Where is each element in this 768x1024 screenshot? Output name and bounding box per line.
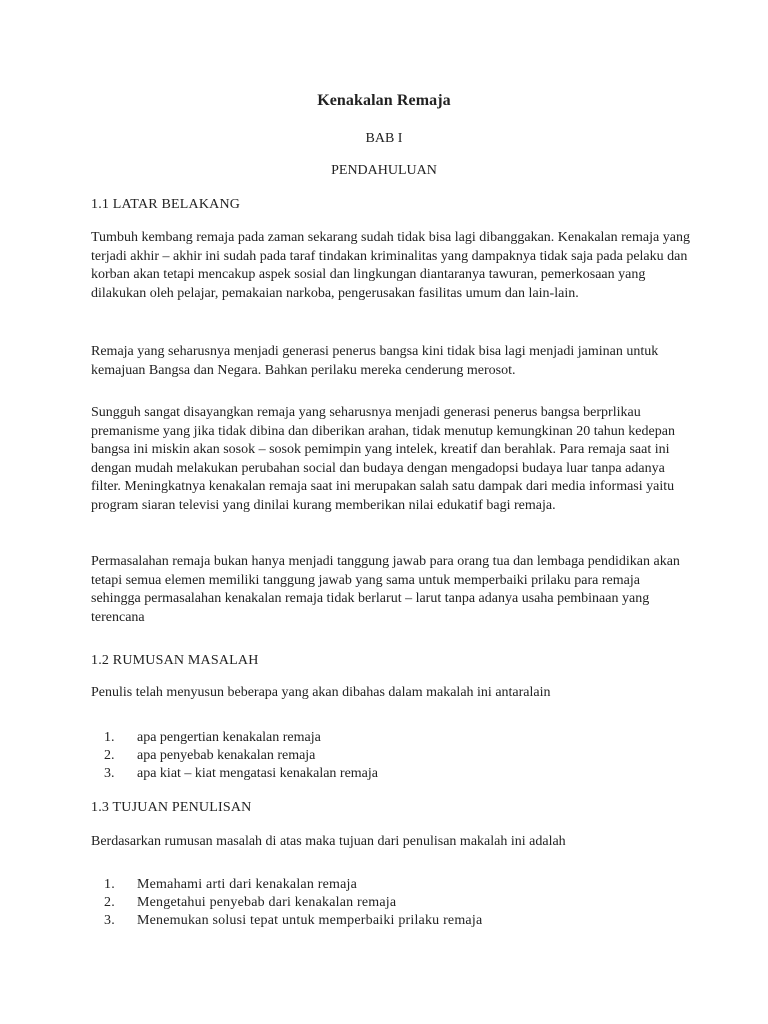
- list-number: 3.: [104, 766, 115, 781]
- paragraph: Permasalahan remaja bukan hanya menjadi tanggung jawab para orang tua dan lembaga pendidikan akan tetapi semua elemen memiliki tanggung jawab yang sama untuk memperbaiki prilaku para remaja sehingga permasalahan kenakalan remaja tidak berlarut – larut tanpa adanya usaha pembinaan yang terencana: [91, 554, 680, 625]
- chapter-title: PENDAHULUAN: [331, 163, 437, 178]
- list-text: Mengetahui penyebab dari kenakalan remaja: [137, 895, 397, 910]
- list-number: 1.: [104, 730, 115, 745]
- list-number: 2.: [104, 895, 115, 910]
- list-number: 1.: [104, 877, 115, 892]
- list-item: [104, 912, 482, 930]
- paragraph: Sungguh sangat disayangkan remaja yang seharusnya menjadi generasi penerus bangsa berprlikau premanisme yang jika tidak dibina dan diberikan arahan, tidak menutup kemungkinan 20 tahun kedepan bangsa ini miskin akan sosok – sosok pemimpin yang intelek, kreatif dan berahlak. Para remaja saat ini dengan mudah melakukan perubahan social dan budaya dengan mengadopsi budaya luar tanpa adanya filter. Meningkatnya kenakalan remaja saat ini merupakan salah satu dampak dari media informasi yaitu program siaran televisi yang dinilai kurang memberikan nilai edukatif bagi remaja.: [91, 405, 675, 513]
- list-item: [104, 765, 378, 783]
- section-heading-tujuan-penulisan: 1.3 TUJUAN PENULISAN: [91, 800, 252, 815]
- numbered-list: [104, 729, 378, 783]
- list-text: Memahami arti dari kenakalan remaja: [137, 877, 358, 892]
- list-item: [104, 894, 482, 912]
- list-item: [104, 876, 482, 894]
- list-number: 3.: [104, 913, 115, 928]
- list-item: [104, 747, 378, 765]
- chapter-number: BAB I: [365, 131, 403, 146]
- list-text: apa kiat – kiat mengatasi kenakalan remaja: [137, 766, 379, 781]
- list-text: apa penyebab kenakalan remaja: [137, 748, 316, 763]
- paragraph: Penulis telah menyusun beberapa yang akan dibahas dalam makalah ini antaralain: [91, 685, 551, 700]
- list-number: 2.: [104, 748, 115, 763]
- list-item: [104, 729, 378, 747]
- list-text: Menemukan solusi tepat untuk memperbaiki prilaku remaja: [137, 913, 483, 928]
- document-title: Kenakalan Remaja: [317, 92, 451, 109]
- paragraph: Remaja yang seharusnya menjadi generasi penerus bangsa kini tidak bisa lagi menjadi jaminan untuk kemajuan Bangsa dan Negara. Bahkan perilaku mereka cenderung merosot.: [91, 344, 659, 378]
- section-heading-latar-belakang: 1.1 LATAR BELAKANG: [91, 197, 241, 212]
- paragraph: Tumbuh kembang remaja pada zaman sekarang sudah tidak bisa lagi dibanggakan. Kenakalan remaja yang terjadi akhir – akhir ini sudah pada taraf tindakan kriminalitas yang dampaknya tidak saja pada pelaku dan korban akan tetapi mencakup aspek sosial dan lingkungan diantaranya tawuran, pemerkosaan yang dilakukan oleh pelajar, pemakaian narkoba, pengerusakan fasilitas umum dan lain-lain.: [91, 230, 690, 301]
- numbered-list: [104, 876, 482, 930]
- section-heading-rumusan-masalah: 1.2 RUMUSAN MASALAH: [91, 653, 259, 668]
- paragraph: Berdasarkan rumusan masalah di atas maka tujuan dari penulisan makalah ini adalah: [91, 834, 566, 849]
- list-text: apa pengertian kenakalan remaja: [137, 730, 321, 745]
